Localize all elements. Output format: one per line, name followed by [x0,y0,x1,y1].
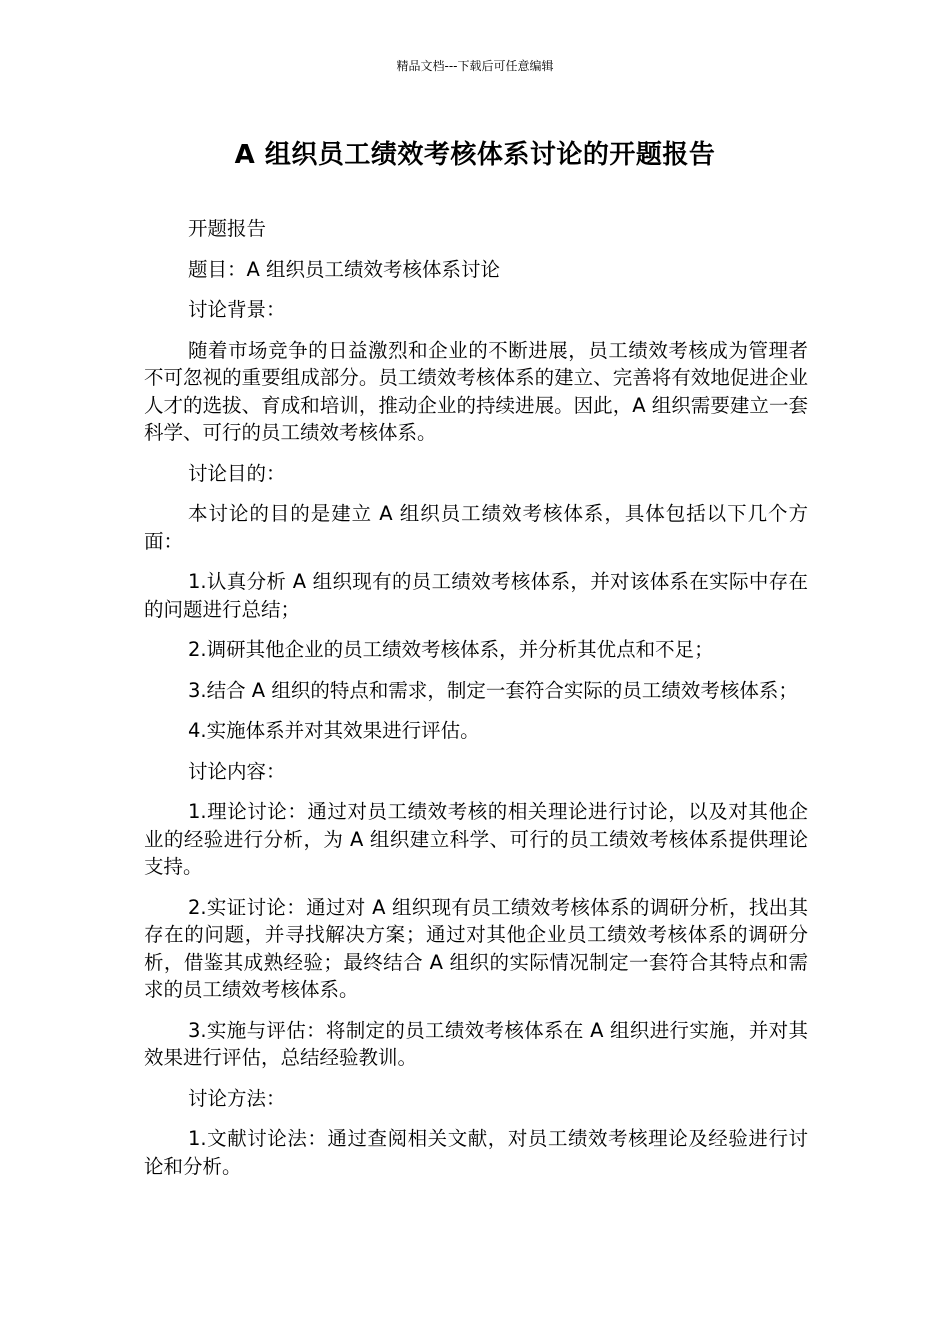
list-item-content-3: 3.实施与评估：将制定的员工绩效考核体系在 A 组织进行实施，并对其效果进行评估，总结经验教训。 [144,1018,808,1069]
page-header: 精品文档---下载后可任意编辑 [396,59,554,73]
heading-purpose: 讨论目的： [188,461,286,485]
list-item-purpose-3: 3.结合 A 组织的特点和需求，制定一套符合实际的员工绩效考核体系； [188,678,798,702]
paragraph-topic: 题目：A 组织员工绩效考核体系讨论 [188,257,501,281]
heading-methods: 讨论方法： [188,1086,286,1110]
list-item-purpose-4: 4.实施体系并对其效果进行评估。 [188,719,480,742]
paragraph-purpose: 本讨论的目的是建立 A 组织员工绩效考核体系，具体包括以下几个方面： [144,502,808,553]
list-item-method-1: 1.文献讨论法：通过查阅相关文献，对员工绩效考核理论及经验进行讨论和分析。 [144,1127,808,1178]
heading-background: 讨论背景： [188,298,286,321]
paragraph-report-label: 开题报告 [188,217,267,240]
heading-content: 讨论内容： [188,759,286,783]
list-item-content-1: 1.理论讨论：通过对员工绩效考核的相关理论进行讨论，以及对其他企业的经验进行分析，为 A 组织建立科学、可行的员工绩效考核体系提供理论支持。 [144,800,808,878]
document-body [144,215,808,1193]
paragraph-background: 随着市场竞争的日益激烈和企业的不断进展，员工绩效考核成为管理者不可忽视的重要组成部分。员工绩效考核体系的建立、完善将有效地促进企业人才的选拔、育成和培训，推动企业的持续进展。因此，A 组织需要建立一套科学、可行的员工绩效考核体系。 [144,338,808,444]
list-item-content-2: 2.实证讨论：通过对 A 组织现有员工绩效考核体系的调研分析，找出其存在的问题，并寻找解决方案；通过对其他企业员工绩效考核体系的调研分析，借鉴其成熟经验；最终结合 A 组织的实际情况制定一套符合其特点和需求的员工绩效考核体系。 [144,895,808,1001]
list-item-purpose-2: 2.调研其他企业的员工绩效考核体系，并分析其优点和不足； [188,638,714,661]
list-item-purpose-1: 1.认真分析 A 组织现有的员工绩效考核体系，并对该体系在实际中存在的问题进行总结； [144,570,808,621]
document-title: A 组织员工绩效考核体系讨论的开题报告 [234,140,716,170]
